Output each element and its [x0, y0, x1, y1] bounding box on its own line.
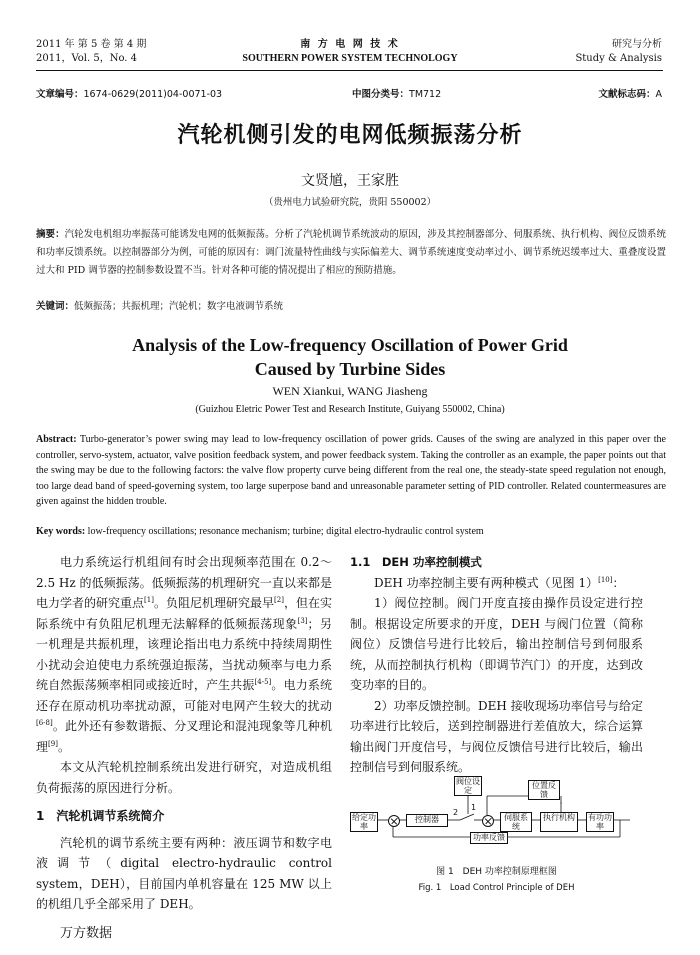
scope-paragraph: 本文从汽轮机控制系统出发进行研究，对造成机组负荷振荡的原因进行分析。 [36, 760, 332, 795]
power-feedback-paragraph: 2）功率反馈控制。DEH 接收现场功率信号与给定功率进行比较后，送到控制器进行差值放大，综合运算输出阀门开度信号，与阀位反馈信号进行比较后，输出控制信号到伺服系统。 [350, 698, 643, 774]
header-rule [36, 70, 663, 71]
authors-cn: 文贤馗，王家胜 [301, 173, 399, 189]
ref-6: [9] [48, 739, 58, 748]
servo-system-block: 伺服系统 [500, 812, 532, 832]
title-en-line1: Analysis of the Low-frequency Oscillation of Power Grid [132, 335, 568, 355]
article-number-label: 文章编号： [36, 89, 84, 100]
source-watermark: 万方数据 [60, 926, 113, 941]
subsection-1-1-heading: 1.1 DEH 功率控制模式 [350, 555, 482, 569]
ref-5: [6-8] [36, 719, 53, 727]
intro-paragraph [36, 552, 332, 757]
abstract-cn-text: 汽轮发电机组功率振荡可能诱发电网的低频振荡。分析了汽轮机调节系统波动的原因，涉及其控制器部分、伺服系统、执行机构、阀位反馈系统和功率反馈系统。以控制器部分为例，可能的原因有：调门流量特性曲线与实际偏差大、调节系统速度变动率过小、调节系统迟缓率过大、重叠度设置过大和 PID 调节器的控制参数设置不当。针对各种可能的情况提出了相应的预防措施。 [36, 229, 666, 276]
title-en-line2: Caused by Turbine Sides [254, 359, 446, 379]
active-power-block: 有功功率 [588, 813, 612, 831]
abstract-en-text: Turbo-generator’s power swing may lead to low-frequency oscillation of power grids. Causes of the swing are analyzed in this paper over the controller, servo-system, actuator, valve position feedback system, and power feedback system. Taking the controller as an example, the paper points out that the swing may be due to the following factors: the valve flow property curve being different from the real one, the steady-state speed regulation not enough, too large dead band of speed-governing system, too large superpose band and unreasonable parameter setting of PID controller. Related countermeasures are given against the hidden trouble. [36, 434, 666, 508]
intro-text-b: 。负阻尼机理研究最早 [153, 596, 275, 610]
ref-10: [10] [598, 575, 613, 584]
column-type-cn: 研究与分析 [612, 39, 662, 50]
valve-control-paragraph: 1）阀位控制。阀门开度直接由操作员设定进行控制。根据设定所要求的开度，DEH 与阀门位置（简称阀位）反馈信号进行比较后，输出控制信号到伺服系统，从而控制执行机构（即调节汽门）的开度，达到改变功率的目的。 [350, 596, 643, 692]
ref-2: [2] [274, 596, 284, 604]
document-code-value: A [655, 89, 662, 100]
column-type [575, 38, 662, 66]
summing-junction-1 [388, 815, 400, 827]
journal-name-en: SOUTHERN POWER SYSTEM TECHNOLOGY [242, 53, 458, 64]
ref-1: [1] [144, 596, 154, 604]
document-code-label: 文献标志码： [598, 89, 656, 100]
switch-label-2: 2 [453, 808, 459, 817]
intro-text-e: 。电力系统还存在原动机功率扰动源，可能对电网产生较大的扰动 [36, 678, 332, 713]
controller-block: 控制器 [406, 814, 448, 827]
keywords-cn [36, 298, 666, 316]
journal-name-cn: 南 方 电 网 技 术 [300, 39, 400, 50]
deh-modes-colon: ： [612, 575, 625, 590]
authors-en: WEN Xiankui, WANG Jiasheng [272, 384, 428, 398]
figure-caption-en: Fig. 1 Load Control Principle of DEH [418, 883, 575, 893]
class-number [352, 86, 441, 100]
section-1-paragraph: 汽轮机的调节系统主要有两种：液压调节和数字电液调节（digital electro-hydraulic control system，DEH），目前国内单机容量在 125 MW 以上的机组几乎全部采用了 DEH。 [36, 835, 332, 911]
title-en [0, 333, 700, 381]
actuator-block: 执行机构 [540, 812, 578, 832]
given-power-block: 给定功率 [352, 813, 376, 831]
body-left-column [36, 552, 332, 915]
article-number [36, 86, 222, 100]
abstract-en-label: Abstract: [36, 434, 77, 445]
column-type-en: Study & Analysis [575, 53, 662, 64]
keywords-en [36, 524, 666, 539]
document-code [598, 86, 662, 100]
intro-text-c: ，但在实际系统中有负阻尼机理无法解释的低频振荡现象 [36, 596, 332, 631]
title-cn: 汽轮机侧引发的电网低频振荡分析 [177, 123, 523, 148]
article-number-value: 1674-0629(2011)04-0071-03 [83, 89, 223, 100]
valve-setting-block: 阀位设定 [456, 777, 480, 795]
body-right-column [350, 552, 643, 778]
section-1-heading: 1 汽轮机调节系统简介 [36, 809, 165, 823]
affiliation-cn: （贵州电力试验研究院，贵阳 550002） [263, 197, 437, 208]
class-number-value: TM712 [409, 89, 442, 100]
abstract-en [36, 432, 666, 510]
deh-modes-text: DEH 功率控制主要有两种模式（见图 1） [374, 575, 599, 590]
keywords-cn-label: 关键词： [36, 301, 75, 312]
keywords-cn-text: 低频振荡；共振机理；汽轮机；数字电液调节系统 [74, 301, 284, 312]
power-feedback-block: 功率反馈 [470, 832, 508, 844]
figure-caption-cn: 图 1 DEH 功率控制原理框图 [436, 867, 557, 877]
summing-junction-2 [482, 815, 494, 827]
abstract-cn [36, 226, 666, 280]
intro-text-g: 。 [57, 739, 70, 754]
intro-text-a: 电力系统运行机组间有时会出现频率范围在 0.2～2.5 Hz 的低频振荡。低频振荡的机理研究一直以来都是电力学者的研究重点 [36, 555, 332, 610]
ref-3: [3] [297, 616, 308, 625]
abstract-cn-label: 摘要： [36, 229, 65, 240]
affiliation-en: (Guizhou Eletric Power Test and Research Institute, Guiyang 550002, China) [195, 404, 505, 415]
intro-text-f: 。此外还有参数谐振、分叉理论和混沌现象等几种机理 [36, 719, 332, 754]
deh-block-diagram [350, 776, 643, 844]
keywords-en-label: Key words: [36, 526, 86, 537]
issue-en: 2011，Vol. 5，No. 4 [36, 53, 138, 64]
keywords-en-text: low-frequency oscillations; resonance mechanism; turbine; digital electro-hydraulic control system [87, 526, 484, 537]
intro-text-d: ；另一机理是共振机理，该理论指出电力系统中持续周期性小扰动会迫使电力系统强迫振荡，当扰动频率与电力系统自然振荡频率相同或接近时，产生共振 [36, 616, 332, 692]
class-number-label: 中图分类号： [352, 89, 410, 100]
switch-label-1: 1 [471, 803, 477, 812]
position-feedback-block: 位置反馈 [528, 780, 560, 800]
deh-modes-paragraph [350, 573, 643, 594]
issue-cn: 2011 年 第 5 卷 第 4 期 [36, 39, 147, 50]
ref-4: [4-5] [254, 678, 272, 686]
